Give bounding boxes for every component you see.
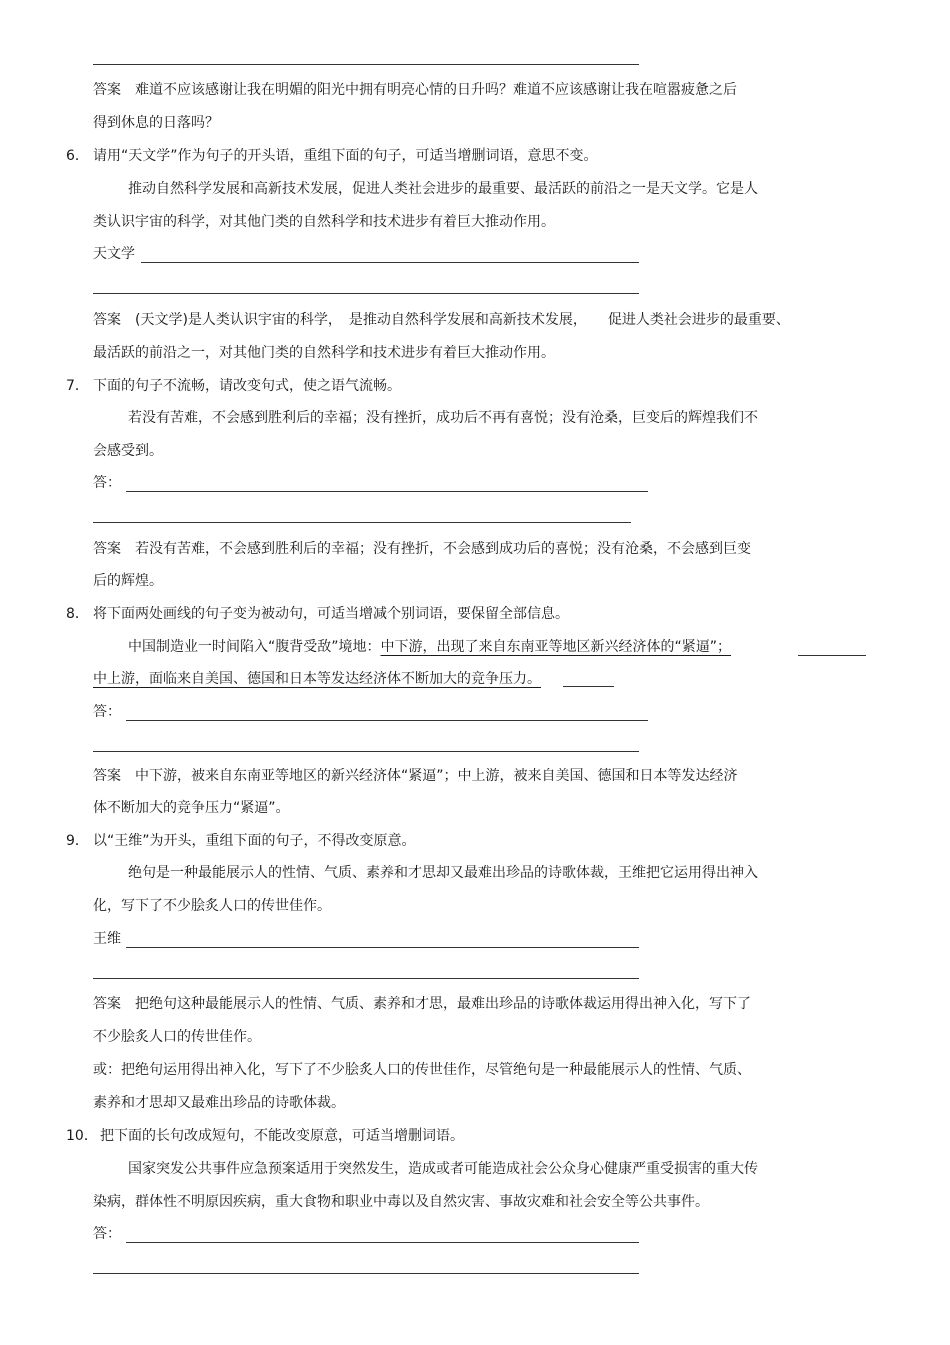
question-material: 推动自然科学发展和高新技术发展，促进人类社会进步的最重要、最活跃的前沿之一是天文学。它是人 (128, 181, 758, 197)
answer-text: 答案 把绝句这种最能展示人的性情、气质、素养和才思，最难出珍品的诗歌体裁运用得出神入化，写下了 (93, 996, 751, 1012)
answer-blank-line[interactable] (93, 64, 639, 65)
answer-blank-line[interactable] (141, 262, 639, 263)
question-material: 会感受到。 (93, 443, 163, 459)
question-prompt: 将下面两处画线的句子变为被动句，可适当增减个别词语，要保留全部信息。 (93, 606, 569, 622)
question-number: 9． (66, 833, 89, 849)
question-prompt: 下面的句子不流畅，请改变句式，使之语气流畅。 (93, 378, 401, 394)
question-material: 染病，群体性不明原因疾病，重大食物和职业中毒以及自然灾害、事故灾难和社会安全等公共事件。 (93, 1194, 709, 1210)
question-prompt: 把下面的长句改成短句，不能改变原意，可适当增删词语。 (100, 1128, 464, 1144)
answer-text: 答案 难道不应该感谢让我在明媚的阳光中拥有明亮心情的日升吗？难道不应该感谢让我在喧嚣疲惫之后 (93, 82, 737, 98)
answer-blank-line[interactable] (93, 293, 639, 294)
answer-text: 答案 若没有苦难，不会感到胜利后的幸福；没有挫折，不会感到成功后的喜悦；没有沧桑，不会感到巨变 (93, 541, 751, 557)
question-material-plain: 中国制造业一时间陷入“腹背受敌”境地： (128, 639, 381, 655)
question-material: 类认识宇宙的科学，对其他门类的自然科学和技术进步有着巨大推动作用。 (93, 214, 555, 230)
answer-blank-line[interactable] (93, 751, 639, 752)
answer-text: 答案 中下游，被来自东南亚等地区的新兴经济体“紧逼”；中上游，被来自美国、德国和日本等发达经济 (93, 768, 738, 784)
underline-extension (563, 686, 614, 687)
answer-lead-label: 答： (93, 1226, 121, 1242)
answer-blank-line[interactable] (93, 978, 639, 979)
alternative-answer: 素养和才思却又最难出珍品的诗歌体裁。 (93, 1095, 345, 1111)
answer-lead-label: 天文学 (93, 246, 135, 262)
question-number: 10． (66, 1128, 98, 1144)
answer-blank-line[interactable] (126, 947, 639, 948)
answer-lead-label: 答： (93, 704, 121, 720)
underlined-sentence: 中下游，出现了来自东南亚等地区新兴经济体的“紧逼”； (380, 639, 732, 655)
answer-text: 后的辉煌。 (93, 573, 163, 589)
answer-lead-label: 王维 (93, 931, 121, 947)
answer-text: 不少脍炙人口的传世佳作。 (93, 1029, 261, 1045)
answer-text: 体不断加大的竞争压力“紧逼”。 (93, 800, 290, 816)
answer-text: 得到休息的日落吗？ (93, 115, 219, 131)
question-number: 6． (66, 148, 89, 164)
answer-blank-line[interactable] (126, 491, 648, 492)
answer-blank-line[interactable] (93, 1273, 639, 1274)
question-prompt: 请用“天文学”作为句子的开头语，重组下面的句子，可适当增删词语，意思不变。 (93, 148, 598, 164)
answer-blank-line[interactable] (93, 522, 631, 523)
answer-text: 答案 (天文学)是人类认识宇宙的科学， 是推动自然科学发展和高新技术发展， 促进人类社会进步的最重要、 (93, 312, 790, 328)
question-material: 若没有苦难，不会感到胜利后的幸福；没有挫折，成功后不再有喜悦；没有沧桑，巨变后的辉煌我们不 (128, 410, 758, 426)
answer-lead-label: 答： (93, 475, 121, 491)
question-number: 8． (66, 606, 89, 622)
question-material: 绝句是一种最能展示人的性情、气质、素养和才思却又最难出珍品的诗歌体裁，王维把它运用得出神入 (128, 865, 758, 881)
question-prompt: 以“王维”为开头，重组下面的句子，不得改变原意。 (93, 833, 416, 849)
underline-extension (798, 655, 866, 656)
question-number: 7． (66, 378, 89, 394)
answer-blank-line[interactable] (126, 1242, 639, 1243)
underlined-sentence: 中上游，面临来自美国、德国和日本等发达经济体不断加大的竞争压力。 (93, 671, 541, 687)
answer-blank-line[interactable] (126, 720, 648, 721)
answer-text: 最活跃的前沿之一，对其他门类的自然科学和技术进步有着巨大推动作用。 (93, 345, 555, 361)
alternative-answer: 或：把绝句运用得出神入化，写下了不少脍炙人口的传世佳作，尽管绝句是一种最能展示人的性情、气质、 (93, 1062, 751, 1078)
question-material (128, 637, 731, 657)
question-material: 化，写下了不少脍炙人口的传世佳作。 (93, 898, 331, 914)
question-material: 国家突发公共事件应急预案适用于突然发生，造成或者可能造成社会公众身心健康严重受损害的重大传 (128, 1161, 758, 1177)
